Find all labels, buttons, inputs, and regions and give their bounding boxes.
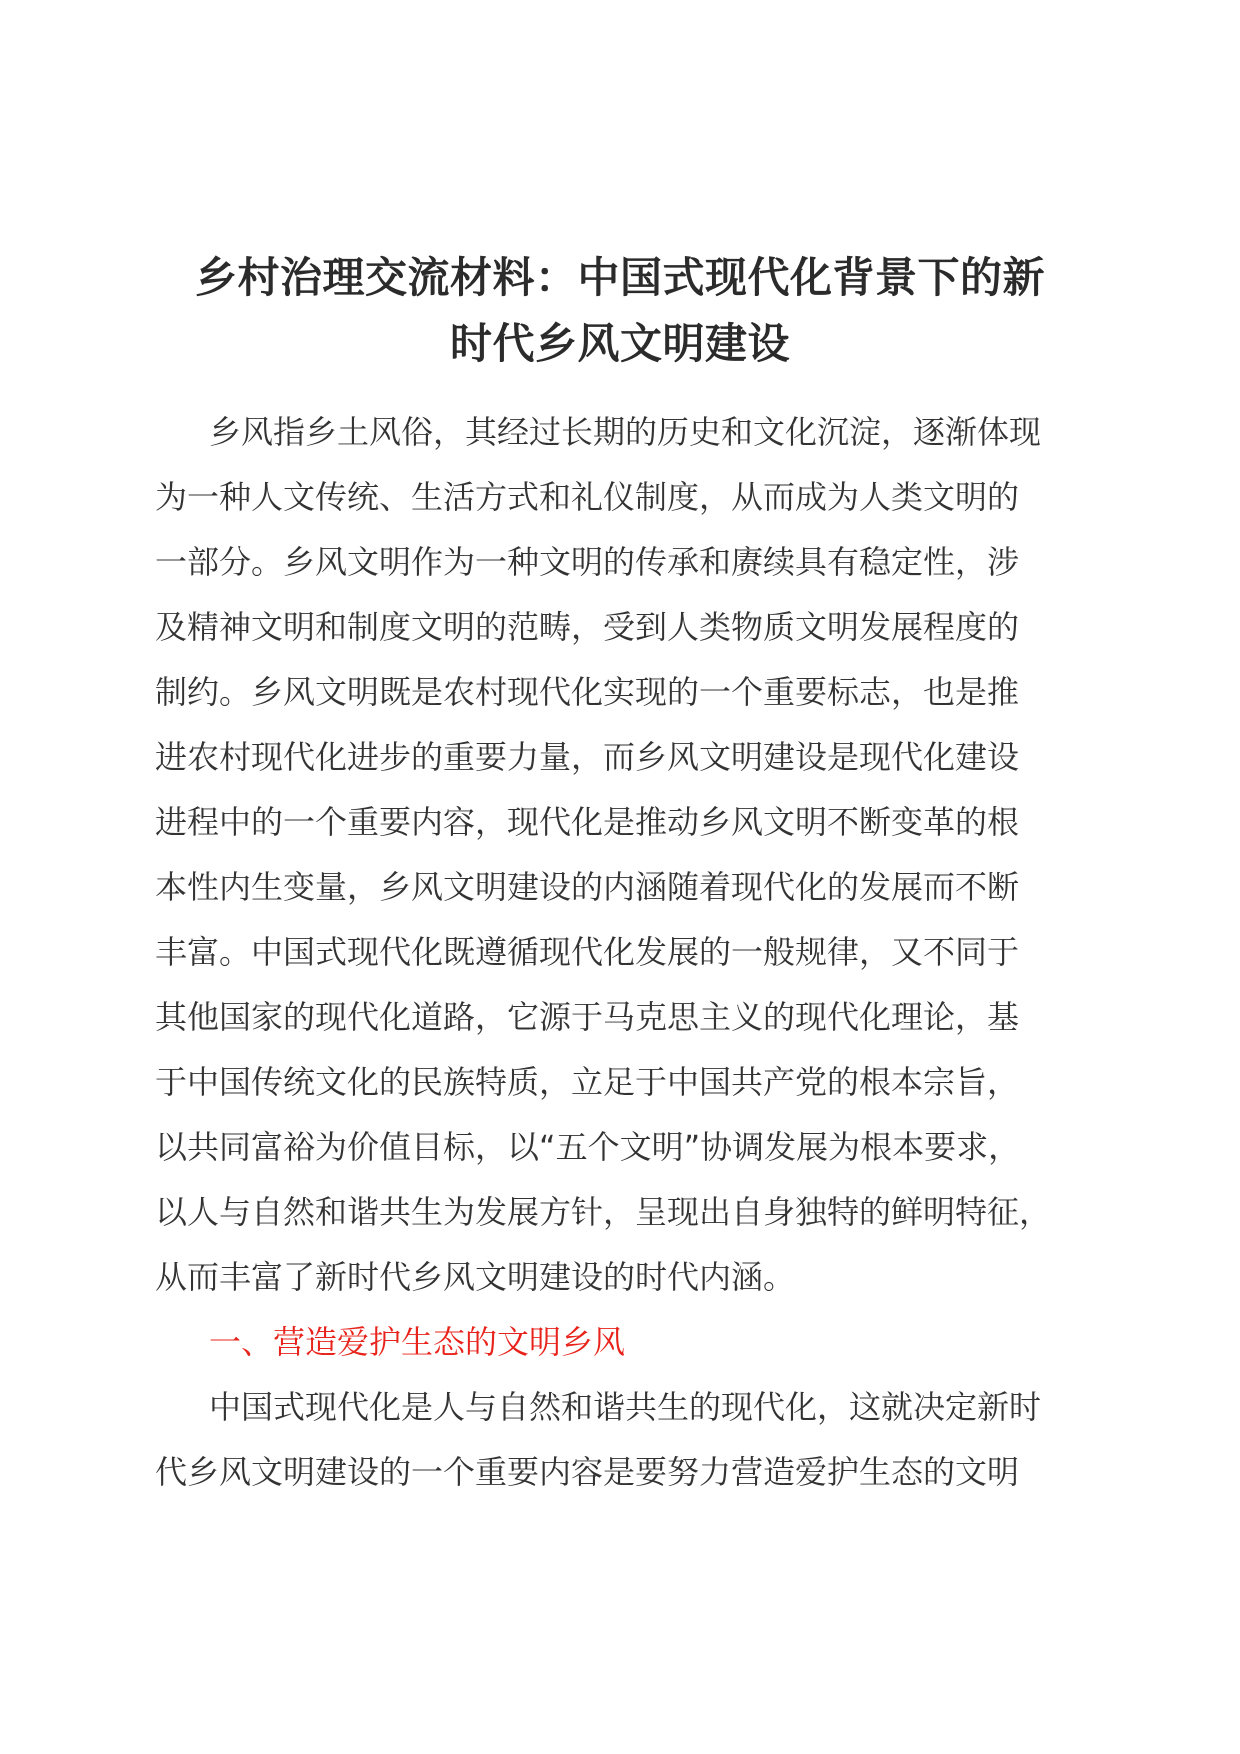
text-line: 制约。乡风文明既是农村现代化实现的一个重要标志，也是推 <box>155 673 1020 711</box>
text-line: 进程中的一个重要内容，现代化是推动乡风文明不断变革的根 <box>155 803 1020 841</box>
text-line: 其他国家的现代化道路，它源于马克思主义的现代化理论，基 <box>155 998 1020 1036</box>
document-title <box>150 245 1090 377</box>
text-line: 从而丰富了新时代乡风文明建设的时代内涵。 <box>155 1258 796 1296</box>
text-line: 一部分。乡风文明作为一种文明的传承和赓续具有稳定性，涉 <box>155 543 1020 581</box>
text-line: 于中国传统文化的民族特质，立足于中国共产党的根本宗旨， <box>155 1063 1020 1101</box>
title-line-2: 时代乡风文明建设 <box>449 319 790 368</box>
text-line: 为一种人文传统、生活方式和礼仪制度，从而成为人类文明的 <box>155 478 1020 516</box>
section-heading: 一、营造爱护生态的文明乡风 <box>209 1323 626 1361</box>
text-line: 以共同富裕为价值目标，以“五个文明”协调发展为根本要求， <box>155 1128 1021 1166</box>
text-line: 及精神文明和制度文明的范畴，受到人类物质文明发展程度的 <box>155 608 1020 646</box>
document-body <box>155 400 1090 1505</box>
title-line-1: 乡村治理交流材料：中国式现代化背景下的新 <box>194 253 1045 302</box>
text-line: 代乡风文明建设的一个重要内容是要努力营造爱护生态的文明 <box>155 1453 1020 1491</box>
text-line: 以人与自然和谐共生为发展方针，呈现出自身独特的鲜明特征， <box>155 1193 1052 1231</box>
text-line: 丰富。中国式现代化既遵循现代化发展的一般规律，又不同于 <box>155 933 1020 971</box>
text-line: 本性内生变量，乡风文明建设的内涵随着现代化的发展而不断 <box>155 868 1020 906</box>
text-line: 中国式现代化是人与自然和谐共生的现代化，这就决定新时 <box>209 1388 1042 1426</box>
text-line: 乡风指乡土风俗，其经过长期的历史和文化沉淀，逐渐体现 <box>209 413 1042 451</box>
paragraph-intro <box>155 400 1090 1310</box>
text-line: 进农村现代化进步的重要力量，而乡风文明建设是现代化建设 <box>155 738 1020 776</box>
paragraph-section1 <box>155 1375 1090 1505</box>
